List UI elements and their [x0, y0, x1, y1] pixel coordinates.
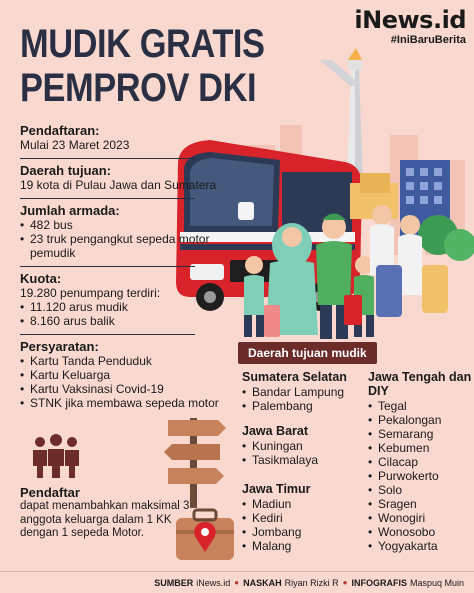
list-item: • Wonogiri — [368, 511, 472, 525]
list-item: • Jombang — [242, 525, 362, 539]
brand — [354, 6, 466, 46]
requirements-label: Persyaratan: — [20, 339, 99, 354]
source-value: iNews.id — [196, 577, 231, 588]
city-list — [242, 497, 362, 553]
people-group-icon — [30, 432, 82, 480]
list-item: • Palembang — [242, 399, 362, 413]
destination-block — [20, 163, 220, 192]
list-item: • Wonosobo — [368, 525, 472, 539]
infographic-value: Maspuq Muin — [409, 577, 464, 588]
list-item: • 11.120 arus mudik — [20, 300, 220, 314]
destinations-banner: Daerah tujuan mudik — [238, 342, 377, 364]
quota-text: 19.280 penumpang terdiri: — [20, 286, 161, 300]
requirements-list — [20, 354, 220, 410]
list-item: • Madiun — [242, 497, 362, 511]
list-item: • Semarang — [368, 427, 472, 441]
list-item: • 23 truk pengangkut sepeda motor pemudik — [20, 232, 220, 260]
list-item: • Kuningan — [242, 439, 362, 453]
destinations-panel — [238, 342, 474, 570]
credits-footer — [0, 571, 474, 593]
separator-dot: ● — [234, 578, 240, 587]
region-name: Jawa Barat — [242, 424, 309, 438]
region-jawa-barat — [242, 424, 362, 467]
list-item: • Yogyakarta — [368, 539, 472, 553]
city-list — [242, 439, 362, 467]
brand-logo: iNews.id — [354, 6, 466, 34]
fleet-label: Jumlah armada: — [20, 203, 120, 218]
destination-label: Daerah tujuan: — [20, 163, 112, 178]
list-item: • Solo — [368, 483, 472, 497]
list-item: • Kartu Vaksinasi Covid-19 — [20, 382, 220, 396]
region-sumatera-selatan — [242, 370, 362, 413]
region-name: Jawa Tengah dan DIY — [368, 370, 472, 398]
registration-text: Mulai 23 Maret 2023 — [20, 138, 130, 152]
destination-text: 19 kota di Pulau Jawa dan Sumatera — [20, 178, 217, 192]
quota-label: Kuota: — [20, 271, 62, 286]
divider — [20, 266, 195, 267]
separator-dot: ● — [342, 578, 348, 587]
page-title — [20, 22, 304, 110]
info-column — [20, 123, 220, 416]
list-item: • 482 bus — [20, 218, 220, 232]
city-list — [242, 385, 362, 413]
registration-block — [20, 123, 220, 152]
region-name: Jawa Timur — [242, 482, 311, 496]
title-line-1: MUDIK GRATIS — [20, 22, 265, 66]
list-item: • STNK jika membawa sepeda motor — [20, 396, 220, 410]
quota-list — [20, 300, 220, 328]
list-item: • Kebumen — [368, 441, 472, 455]
list-item: • Sragen — [368, 497, 472, 511]
list-item: • Cilacap — [368, 455, 472, 469]
list-item: • Kartu Keluarga — [20, 368, 220, 382]
list-item: • 8.160 arus balik — [20, 314, 220, 328]
list-item: • Pekalongan — [368, 413, 472, 427]
infographic-label: INFOGRAFIS — [351, 577, 407, 588]
city-list — [368, 399, 472, 553]
fleet-block — [20, 203, 220, 260]
list-item: • Bandar Lampung — [242, 385, 362, 399]
list-item: • Purwokerto — [368, 469, 472, 483]
script-label: NASKAH — [243, 577, 282, 588]
region-jawa-timur — [242, 482, 362, 553]
script-value: Riyan Rizki R — [284, 577, 339, 588]
title-line-2: PEMPROV DKI — [20, 66, 257, 110]
suitcase-location-illustration — [170, 500, 240, 570]
source-label: SUMBER — [154, 577, 194, 588]
registrant-label: Pendaftar — [20, 485, 80, 500]
region-jawa-tengah-diy — [368, 370, 472, 553]
list-item: • Tegal — [368, 399, 472, 413]
list-item: • Kartu Tanda Penduduk — [20, 354, 220, 368]
divider — [20, 198, 195, 199]
list-item: • Malang — [242, 539, 362, 553]
quota-block — [20, 271, 220, 328]
requirements-block — [20, 339, 220, 410]
fleet-list — [20, 218, 220, 260]
brand-hashtag: #IniBaruBerita — [390, 34, 466, 46]
list-item: • Kediri — [242, 511, 362, 525]
region-name: Sumatera Selatan — [242, 370, 347, 384]
family-travelers-illustration — [232, 165, 474, 345]
divider — [20, 334, 195, 335]
registrant-text: dapat menambahkan maksimal 3 anggota keluarga dalam 1 KK dengan 1 sepeda Motor. — [20, 500, 190, 539]
divider — [20, 158, 195, 159]
list-item: • Tasikmalaya — [242, 453, 362, 467]
registration-label: Pendaftaran: — [20, 123, 100, 138]
